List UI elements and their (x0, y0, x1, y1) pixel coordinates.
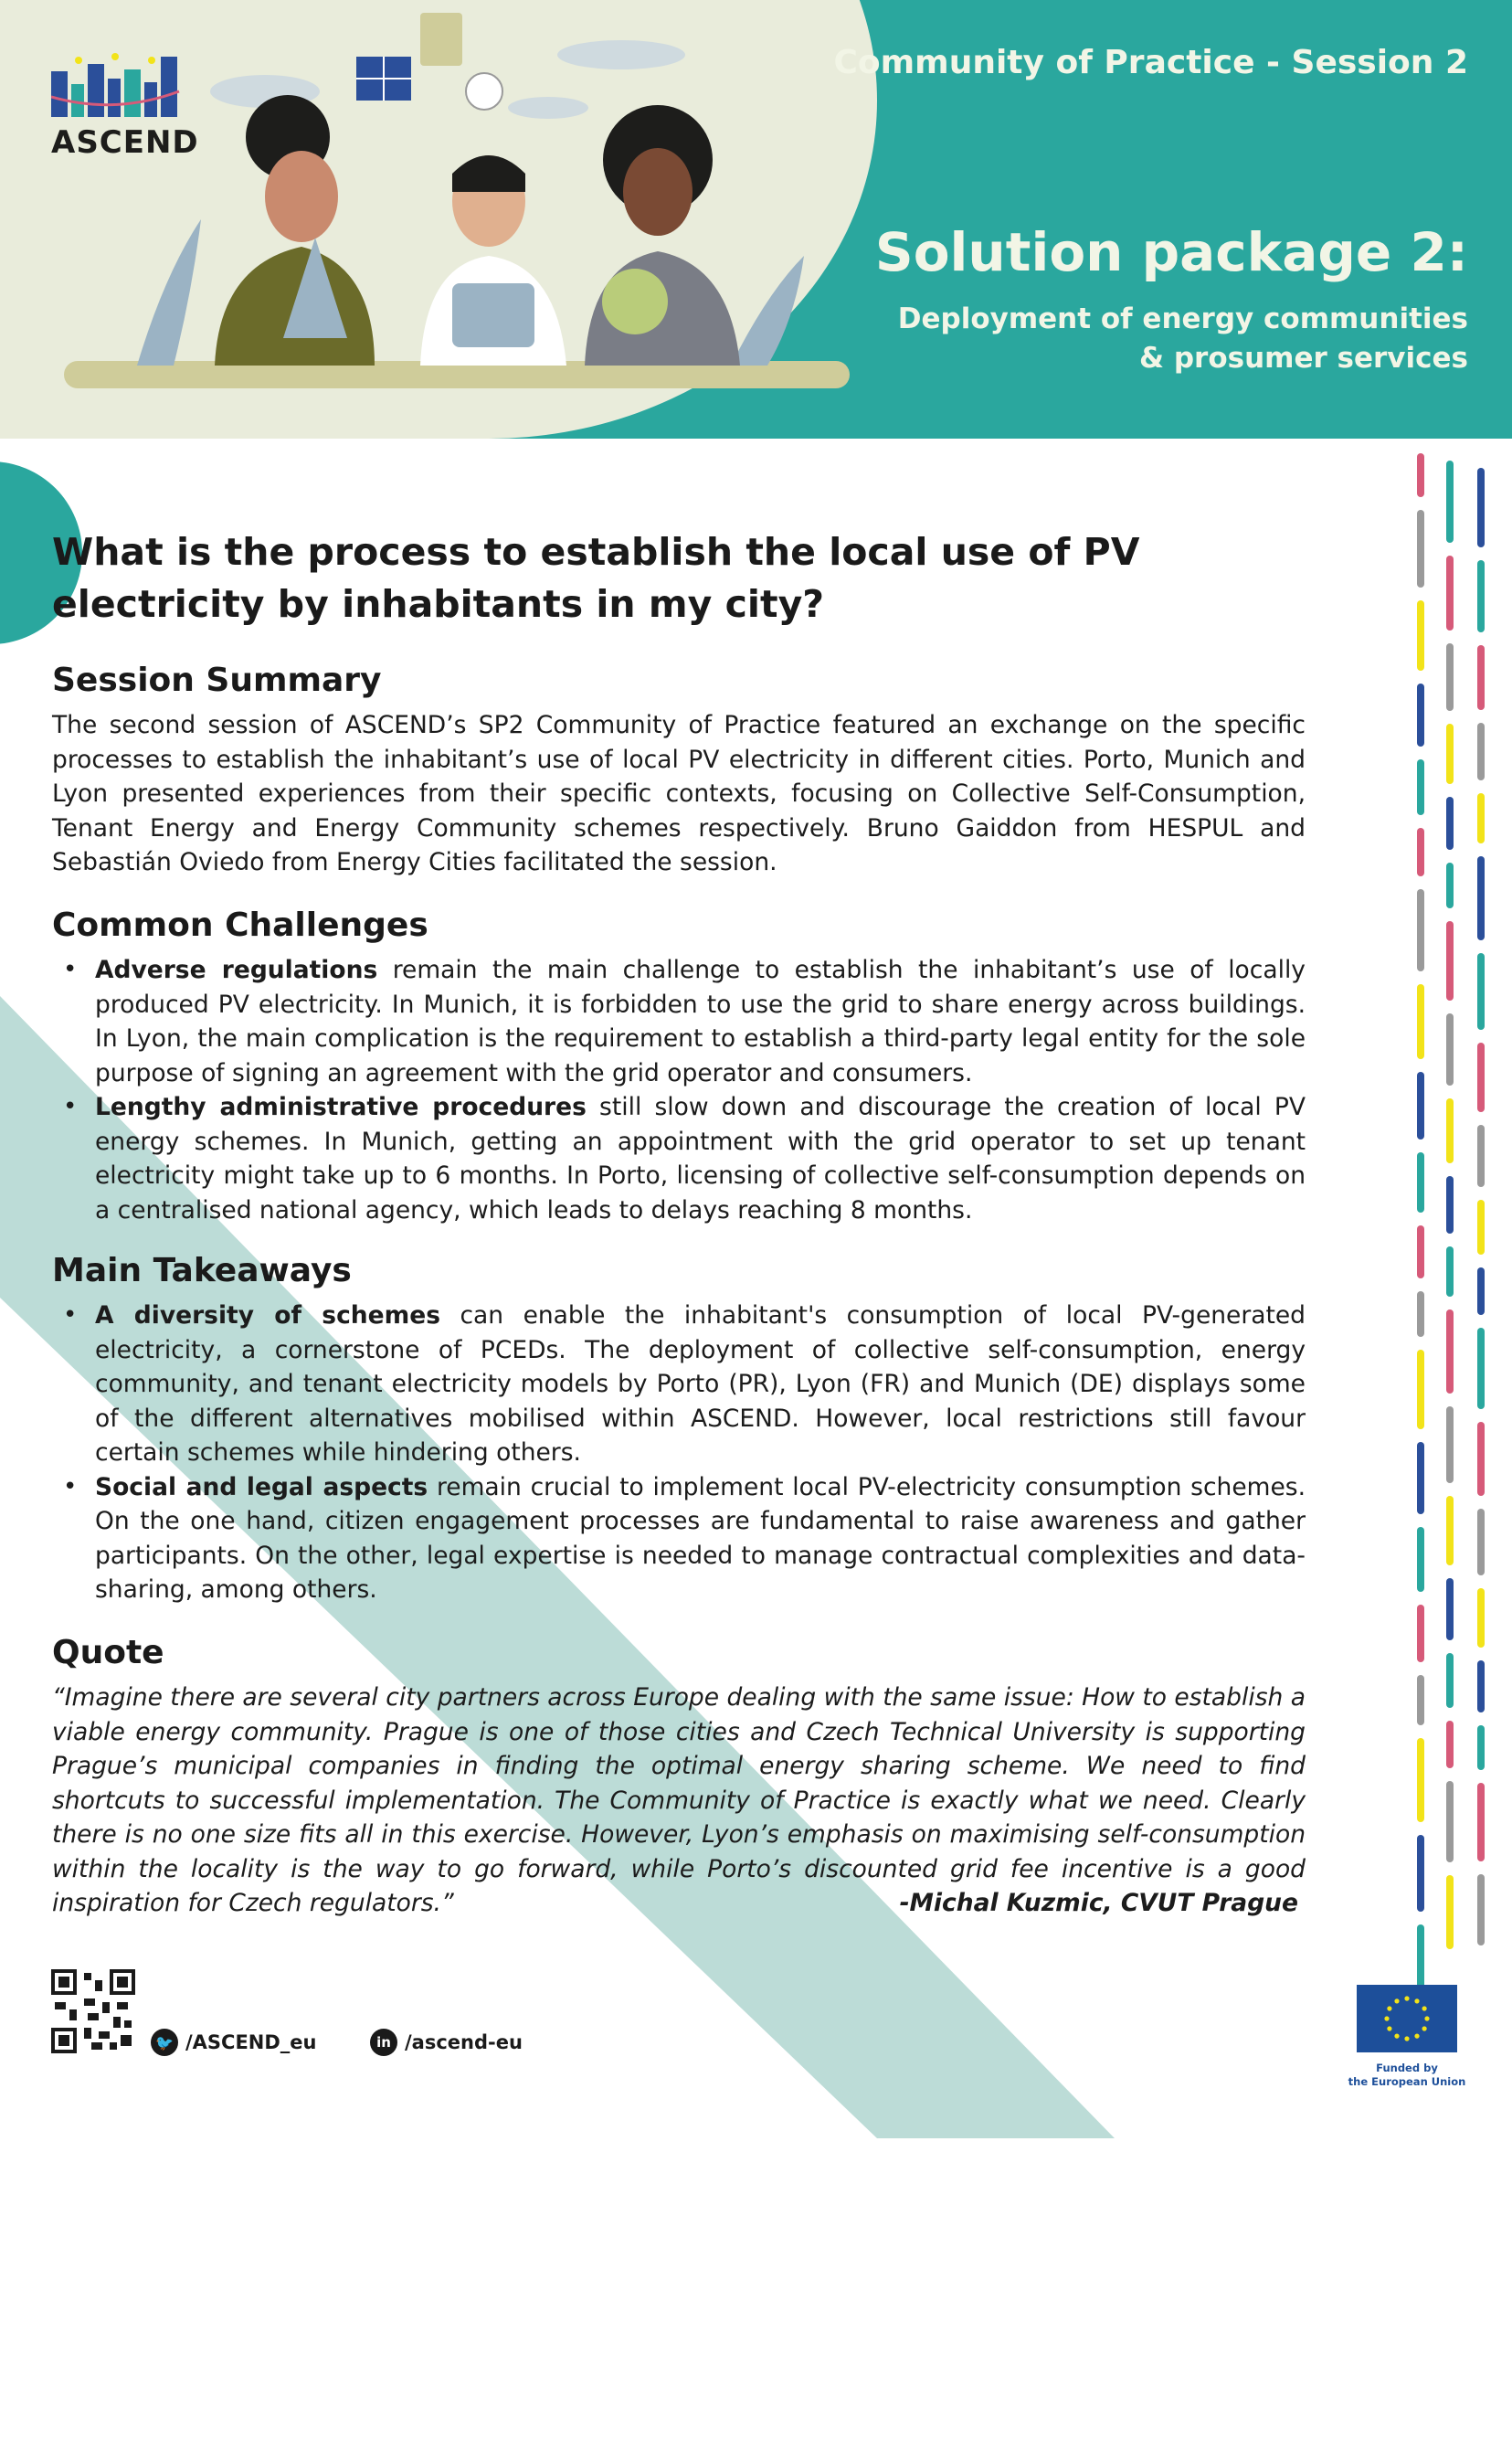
page-subtitle (898, 300, 1468, 378)
main-question-heading: What is the process to establish the local use of PV electricity by inhabitants in my city? (52, 530, 1140, 626)
twitter-icon: 🐦 (151, 2029, 178, 2056)
takeaways-list (52, 1299, 1306, 1607)
quote-section (52, 1634, 1306, 1921)
twitter-link[interactable] (151, 2029, 317, 2056)
session-tag: Community of Practice - Session 2 (833, 44, 1468, 81)
eu-flag-icon (1357, 1985, 1457, 2052)
section-heading: Session Summary (52, 662, 382, 699)
eu-star (1394, 1998, 1399, 2003)
eu-funding-line: the European Union (1348, 2075, 1466, 2088)
eu-star (1404, 1996, 1409, 2000)
list-item (52, 1470, 1306, 1607)
session-summary-section (52, 662, 1306, 880)
eu-star (1387, 2026, 1391, 2030)
item-text: can enable the inhabitant's consumption of local PV-generated electricity, a cornerstone of PCEDs. The deployment of collective self-consumption, energy community, and tenant electricity models by Porto (PR), Lyon (FR) and Munich (DE) displays some of the different alternatives mobilised within ASCEND. However, local restrictions still favour certain schemes while hindering others. (95, 1301, 1306, 1467)
item-text: remain crucial to implement local PV-electricity consumption schemes. On the one hand, citizen engagement processes are fundamental to raise awareness and gather participants. On the other, legal expertise is needed to manage contractual complexities and data-sharing, among others. (95, 1472, 1306, 1604)
eu-funding-line: Funded by (1376, 2062, 1438, 2074)
ascend-logo-icon (51, 51, 188, 122)
summary-text: The second session of ASCEND’s SP2 Community of Practice featured an exchange on the specific processes to establish the inhabitant’s use of local PV electricity in different cities. Porto, Munich and Lyon presented experiences from their specific contexts, focusing on Collective Self-Consumption, Tenant Energy and Energy Community schemes respectively. Bruno Gaiddon from HESPUL and Sebastián Oviedo from Energy Cities facilitated the session. (52, 711, 1306, 876)
eu-star (1384, 2016, 1389, 2020)
page-title: Solution package 2: (874, 221, 1468, 283)
list-item (52, 953, 1306, 1090)
eu-star (1414, 2034, 1419, 2039)
list-item (52, 1090, 1306, 1227)
eu-funding-text (1338, 2062, 1475, 2089)
item-text: still slow down and discourage the creation of local PV energy schemes. In Munich, getting an appointment with the grid operator to set up tenant electricity might take up to 6 months. In Porto, licensing of collective self-consumption depends on a centralised national agency, which leads to delays reaching 8 months. (95, 1093, 1306, 1224)
eu-star (1424, 2016, 1429, 2020)
linkedin-icon: in (370, 2029, 397, 2056)
twitter-handle: /ASCEND_eu (185, 2031, 317, 2053)
eu-star (1422, 2026, 1427, 2030)
challenges-section (52, 906, 1306, 1227)
item-lead: Social and legal aspects (95, 1472, 428, 1501)
item-lead: Lengthy administrative procedures (95, 1093, 587, 1121)
section-heading: Quote (52, 1634, 164, 1671)
linkedin-handle: /ascend-eu (405, 2031, 523, 2053)
eu-star (1414, 1998, 1419, 2003)
linkedin-link[interactable] (370, 2029, 523, 2056)
list-item (52, 1299, 1306, 1470)
eu-star (1387, 2006, 1391, 2010)
colored-dashes-decoration (1393, 439, 1512, 2449)
header-banner (0, 0, 1512, 439)
logo-text: ASCEND (51, 124, 199, 161)
section-heading: Main Takeaways (52, 1252, 352, 1289)
item-lead: Adverse regulations (95, 956, 378, 984)
subtitle-line: Deployment of energy communities (897, 302, 1468, 335)
takeaways-section (52, 1252, 1306, 1607)
quote-text (52, 1680, 1306, 1921)
item-text: remain the main challenge to establish the inhabitant’s use of locally produced PV electricity. In Munich, it is forbidden to use the grid to share energy across buildings. In Lyon, the main complication is the requirement to establish a third-party legal entity for the sole purpose of signing an agreement with the grid operator and consumers. (95, 956, 1306, 1087)
item-lead: A diversity of schemes (95, 1301, 440, 1330)
eu-star (1404, 2036, 1409, 2041)
subtitle-line: & prosumer services (1139, 342, 1468, 375)
qr-code-icon[interactable] (51, 1969, 135, 2053)
quote-body: “Imagine there are several city partners across Europe dealing with the same issue: How to establish a viable energy community. Prague is one of those cities and Czech Technical University is supporting Prague’s municipal companies in finding the optimal energy sharing scheme. We need to find shortcuts to successful implementation. The Community of Practice is exactly what we need. Clearly there is no one size fits all in this exercise. However, Lyon’s emphasis on maximising self-consumption within the locality is the way to go forward, while Porto’s discounted grid fee incentive is a good inspiration for Czech regulators.” (52, 1683, 1306, 1917)
section-heading: Common Challenges (52, 906, 428, 944)
eu-star (1422, 2006, 1427, 2010)
quote-author: -Michal Kuzmic, CVUT Prague (899, 1889, 1298, 1917)
eu-star (1394, 2034, 1399, 2039)
challenges-list (52, 953, 1306, 1227)
